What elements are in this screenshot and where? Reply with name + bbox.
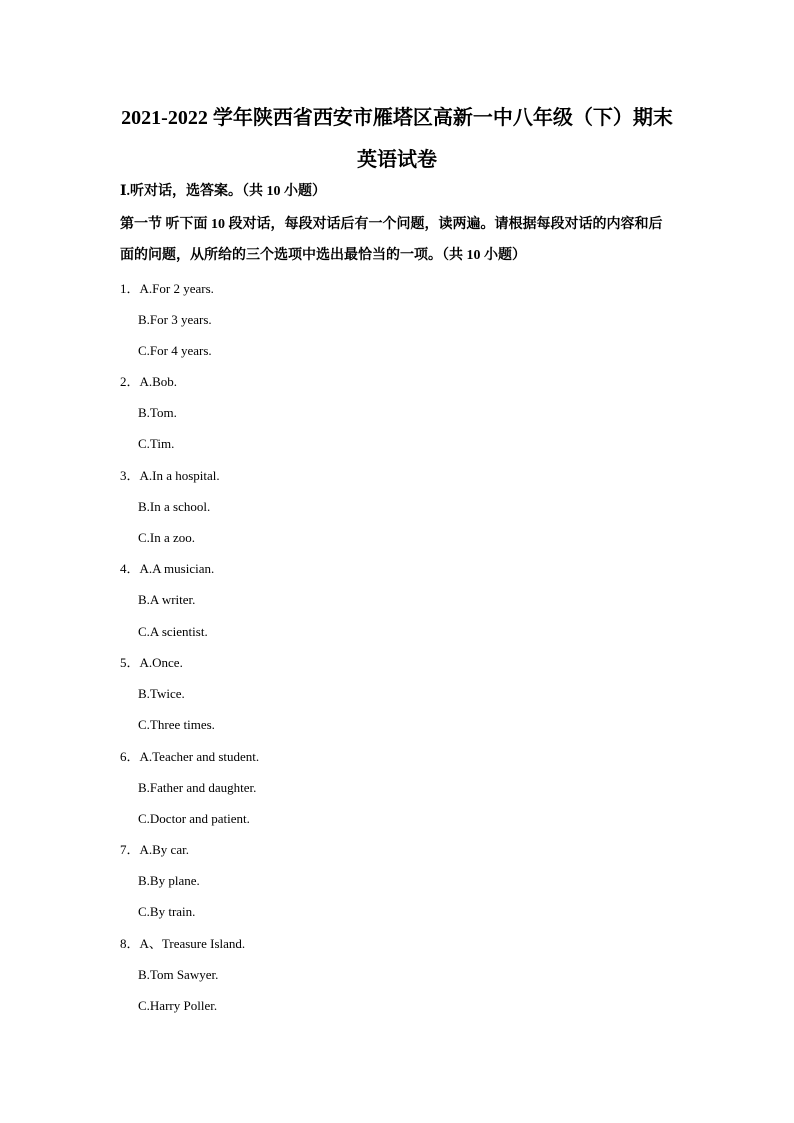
question-7-option-b: B.By plane.: [138, 873, 200, 888]
question-8-option-c: C.Harry Poller.: [138, 998, 218, 1013]
question-5-option-c: C.Three times.: [138, 717, 215, 732]
question-2-option-c: C.Tim.: [138, 436, 175, 451]
page-title-line-1: 2021-2022 学年陕西省西安市雁塔区高新一中八年级（下）期末: [121, 107, 673, 129]
question-1-option-c: C.For 4 years.: [138, 343, 212, 358]
question-6-option-b: B.Father and daughter.: [138, 780, 257, 795]
question-1-option-b: B.For 3 years.: [138, 312, 212, 327]
question-7-option-c: C.By train.: [138, 904, 196, 919]
question-3-option-a: 3．A.In a hospital.: [120, 468, 220, 483]
instruction-line-1: 第一节 听下面 10 段对话，每段对话后有一个问题，读两遍。请根据每段对话的内容和后: [120, 217, 663, 232]
question-3-option-c: C.In a zoo.: [138, 530, 196, 545]
question-6-option-a: 6．A.Teacher and student.: [120, 749, 260, 764]
question-6-option-c: C.Doctor and patient.: [138, 811, 250, 826]
question-7-option-a: 7．A.By car.: [120, 842, 189, 857]
question-3-option-b: B.In a school.: [138, 499, 211, 514]
question-5-option-a: 5．A.Once.: [120, 655, 183, 670]
page-title-line-2: 英语试卷: [357, 149, 437, 171]
question-5-option-b: B.Twice.: [138, 686, 185, 701]
question-1-option-a: 1．A.For 2 years.: [120, 281, 214, 296]
question-2-option-b: B.Tom.: [138, 405, 177, 420]
section-heading: Ⅰ.听对话，选答案。（共 10 小题）: [120, 184, 327, 199]
question-8-option-b: B.Tom Sawyer.: [138, 967, 219, 982]
question-4-option-b: B.A writer.: [138, 592, 196, 607]
question-2-option-a: 2．A.Bob.: [120, 374, 178, 389]
question-4-option-c: C.A scientist.: [138, 624, 208, 639]
question-8-option-a: 8．A、Treasure Island.: [120, 936, 246, 951]
question-4-option-a: 4．A.A musician.: [120, 561, 215, 576]
instruction-line-2: 面的问题，从所给的三个选项中选出最恰当的一项。（共 10 小题）: [120, 248, 526, 263]
